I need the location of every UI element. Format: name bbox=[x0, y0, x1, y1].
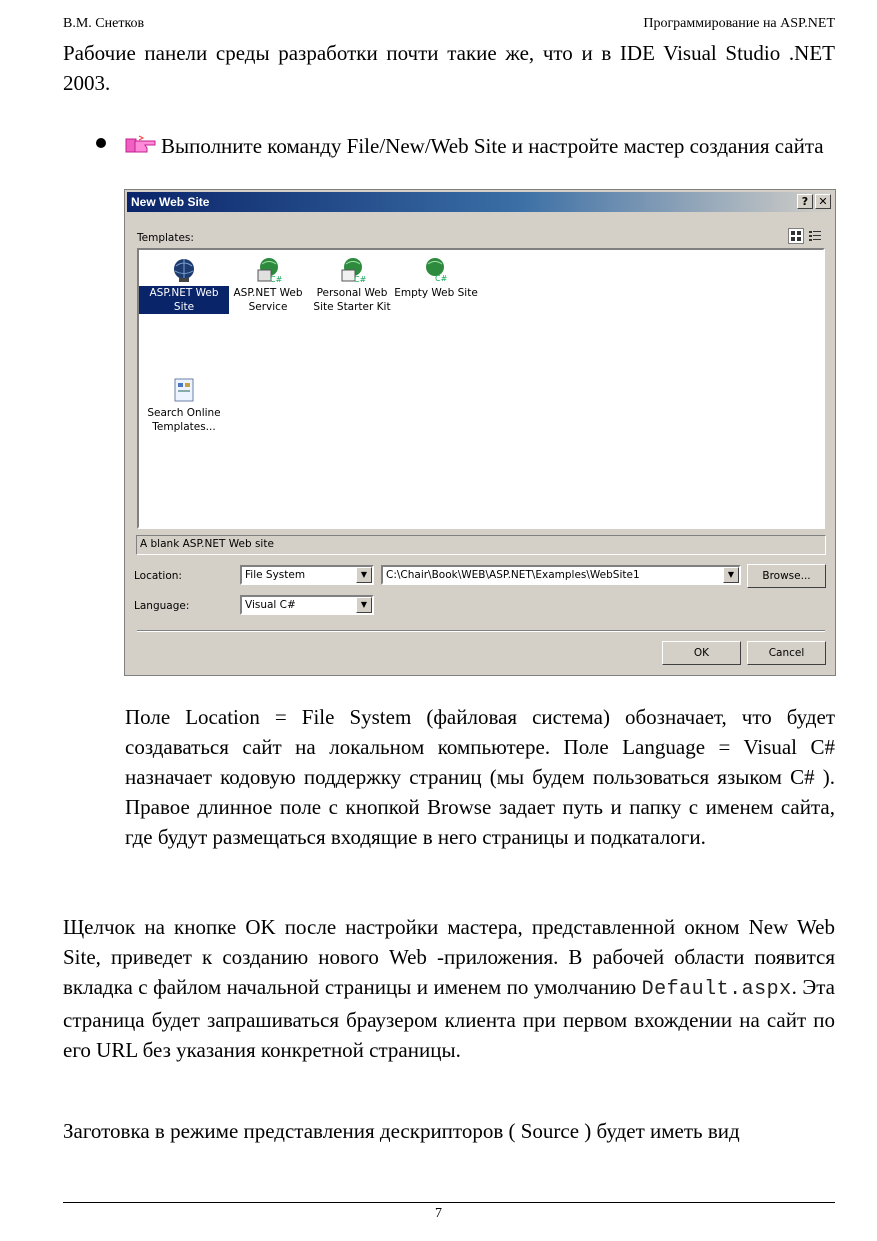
location-path-combo[interactable] bbox=[381, 565, 741, 585]
empty-site-globe-icon bbox=[423, 256, 449, 284]
ok-result-paragraph bbox=[63, 912, 835, 1065]
web-site-globe-icon bbox=[171, 256, 197, 284]
template-label: ASP.NET Web Service bbox=[233, 287, 303, 313]
default-aspx-code: Default.aspx bbox=[641, 978, 792, 1001]
small-icons-view-icon[interactable] bbox=[807, 228, 823, 244]
source-view-paragraph: Заготовка в режиме представления дескрипторов ( Source ) будет иметь вид bbox=[63, 1119, 740, 1143]
bullet-text: Выполните команду File/New/Web Site и настройте мастер создания сайта bbox=[161, 134, 824, 158]
location-label: Location: bbox=[134, 570, 182, 582]
search-online-icon bbox=[171, 376, 197, 404]
template-description: A blank ASP.NET Web site bbox=[136, 535, 826, 555]
template-empty-web-site[interactable] bbox=[391, 256, 481, 300]
page-number: 7 bbox=[435, 1206, 442, 1221]
ok-result-text-1: Щелчок на кнопке OK после настройки мастера, представленной окном New Web Site, приведет к созданию нового Web -приложения. В рабочей области появится вкладка с файлом начальной страницы и именем по умолчанию bbox=[63, 915, 835, 999]
header-author: В.М. Снетков bbox=[63, 16, 145, 31]
dropdown-arrow-icon[interactable]: ▼ bbox=[356, 597, 372, 613]
web-service-icon bbox=[255, 256, 281, 284]
templates-label: Templates: bbox=[137, 232, 194, 244]
svg-text:C#: C# bbox=[270, 275, 283, 284]
template-aspnet-web-site[interactable] bbox=[139, 256, 229, 314]
dialog-titlebar bbox=[127, 192, 833, 212]
header-title: Программирование на ASP.NET bbox=[643, 16, 835, 31]
dialog-separator bbox=[137, 630, 825, 632]
template-label: Empty Web Site bbox=[394, 287, 478, 299]
svg-text:C#: C# bbox=[354, 275, 367, 284]
template-personal-starter-kit[interactable] bbox=[307, 256, 397, 314]
footer-rule bbox=[63, 1202, 835, 1203]
templates-list[interactable] bbox=[137, 248, 825, 529]
template-search-online[interactable] bbox=[139, 376, 229, 434]
intro-paragraph: Рабочие панели среды разработки почти такие же, что и в IDE Visual Studio .NET 2003. bbox=[63, 41, 835, 95]
large-icons-view-icon[interactable] bbox=[788, 228, 804, 244]
help-button[interactable]: ? bbox=[797, 194, 813, 209]
template-label: ASP.NET Web Site bbox=[139, 286, 229, 314]
bullet-dot bbox=[96, 138, 106, 148]
language-select[interactable] bbox=[240, 595, 374, 615]
template-label: Personal Web Site Starter Kit bbox=[313, 287, 391, 313]
cancel-button[interactable]: Cancel bbox=[747, 641, 826, 665]
pointing-hand-icon bbox=[125, 135, 157, 155]
location-type-select[interactable] bbox=[240, 565, 374, 585]
ok-result-text-2: . Эта страница будет запрашиваться браузером клиента при первом вхождении на сайт по его URL без указания конкретной страницы. bbox=[63, 975, 835, 1062]
svg-text:C#: C# bbox=[435, 274, 448, 283]
dropdown-arrow-icon[interactable]: ▼ bbox=[356, 567, 372, 583]
bullet-paragraph bbox=[125, 131, 835, 161]
location-path-value: C:\Chair\Book\WEB\ASP.NET\Examples\WebSite1 bbox=[386, 569, 640, 581]
template-label: Search Online Templates... bbox=[147, 407, 221, 433]
browse-button[interactable]: Browse... bbox=[747, 564, 826, 588]
language-label: Language: bbox=[134, 600, 190, 612]
location-type-value: File System bbox=[245, 569, 306, 581]
dialog-title: New Web Site bbox=[131, 195, 210, 209]
dropdown-arrow-icon[interactable]: ▼ bbox=[723, 567, 739, 583]
explain-paragraph: Поле Location = File System (файловая система) обозначает, что будет создаваться сайт на локальном компьютере. Поле Language = Visual C# назначает кодовую поддержку страниц (мы будем пользоваться языком C# ). Правое длинное поле с кнопкой Browse задает путь и папку с именем сайта, где будут размещаться входящие в него страницы и подкаталоги. bbox=[125, 705, 835, 849]
close-button[interactable]: ✕ bbox=[815, 194, 831, 209]
new-web-site-dialog bbox=[124, 189, 836, 676]
language-value: Visual C# bbox=[245, 599, 296, 611]
starter-kit-icon bbox=[339, 256, 365, 284]
template-aspnet-web-service[interactable] bbox=[223, 256, 313, 314]
ok-button[interactable]: OK bbox=[662, 641, 741, 665]
